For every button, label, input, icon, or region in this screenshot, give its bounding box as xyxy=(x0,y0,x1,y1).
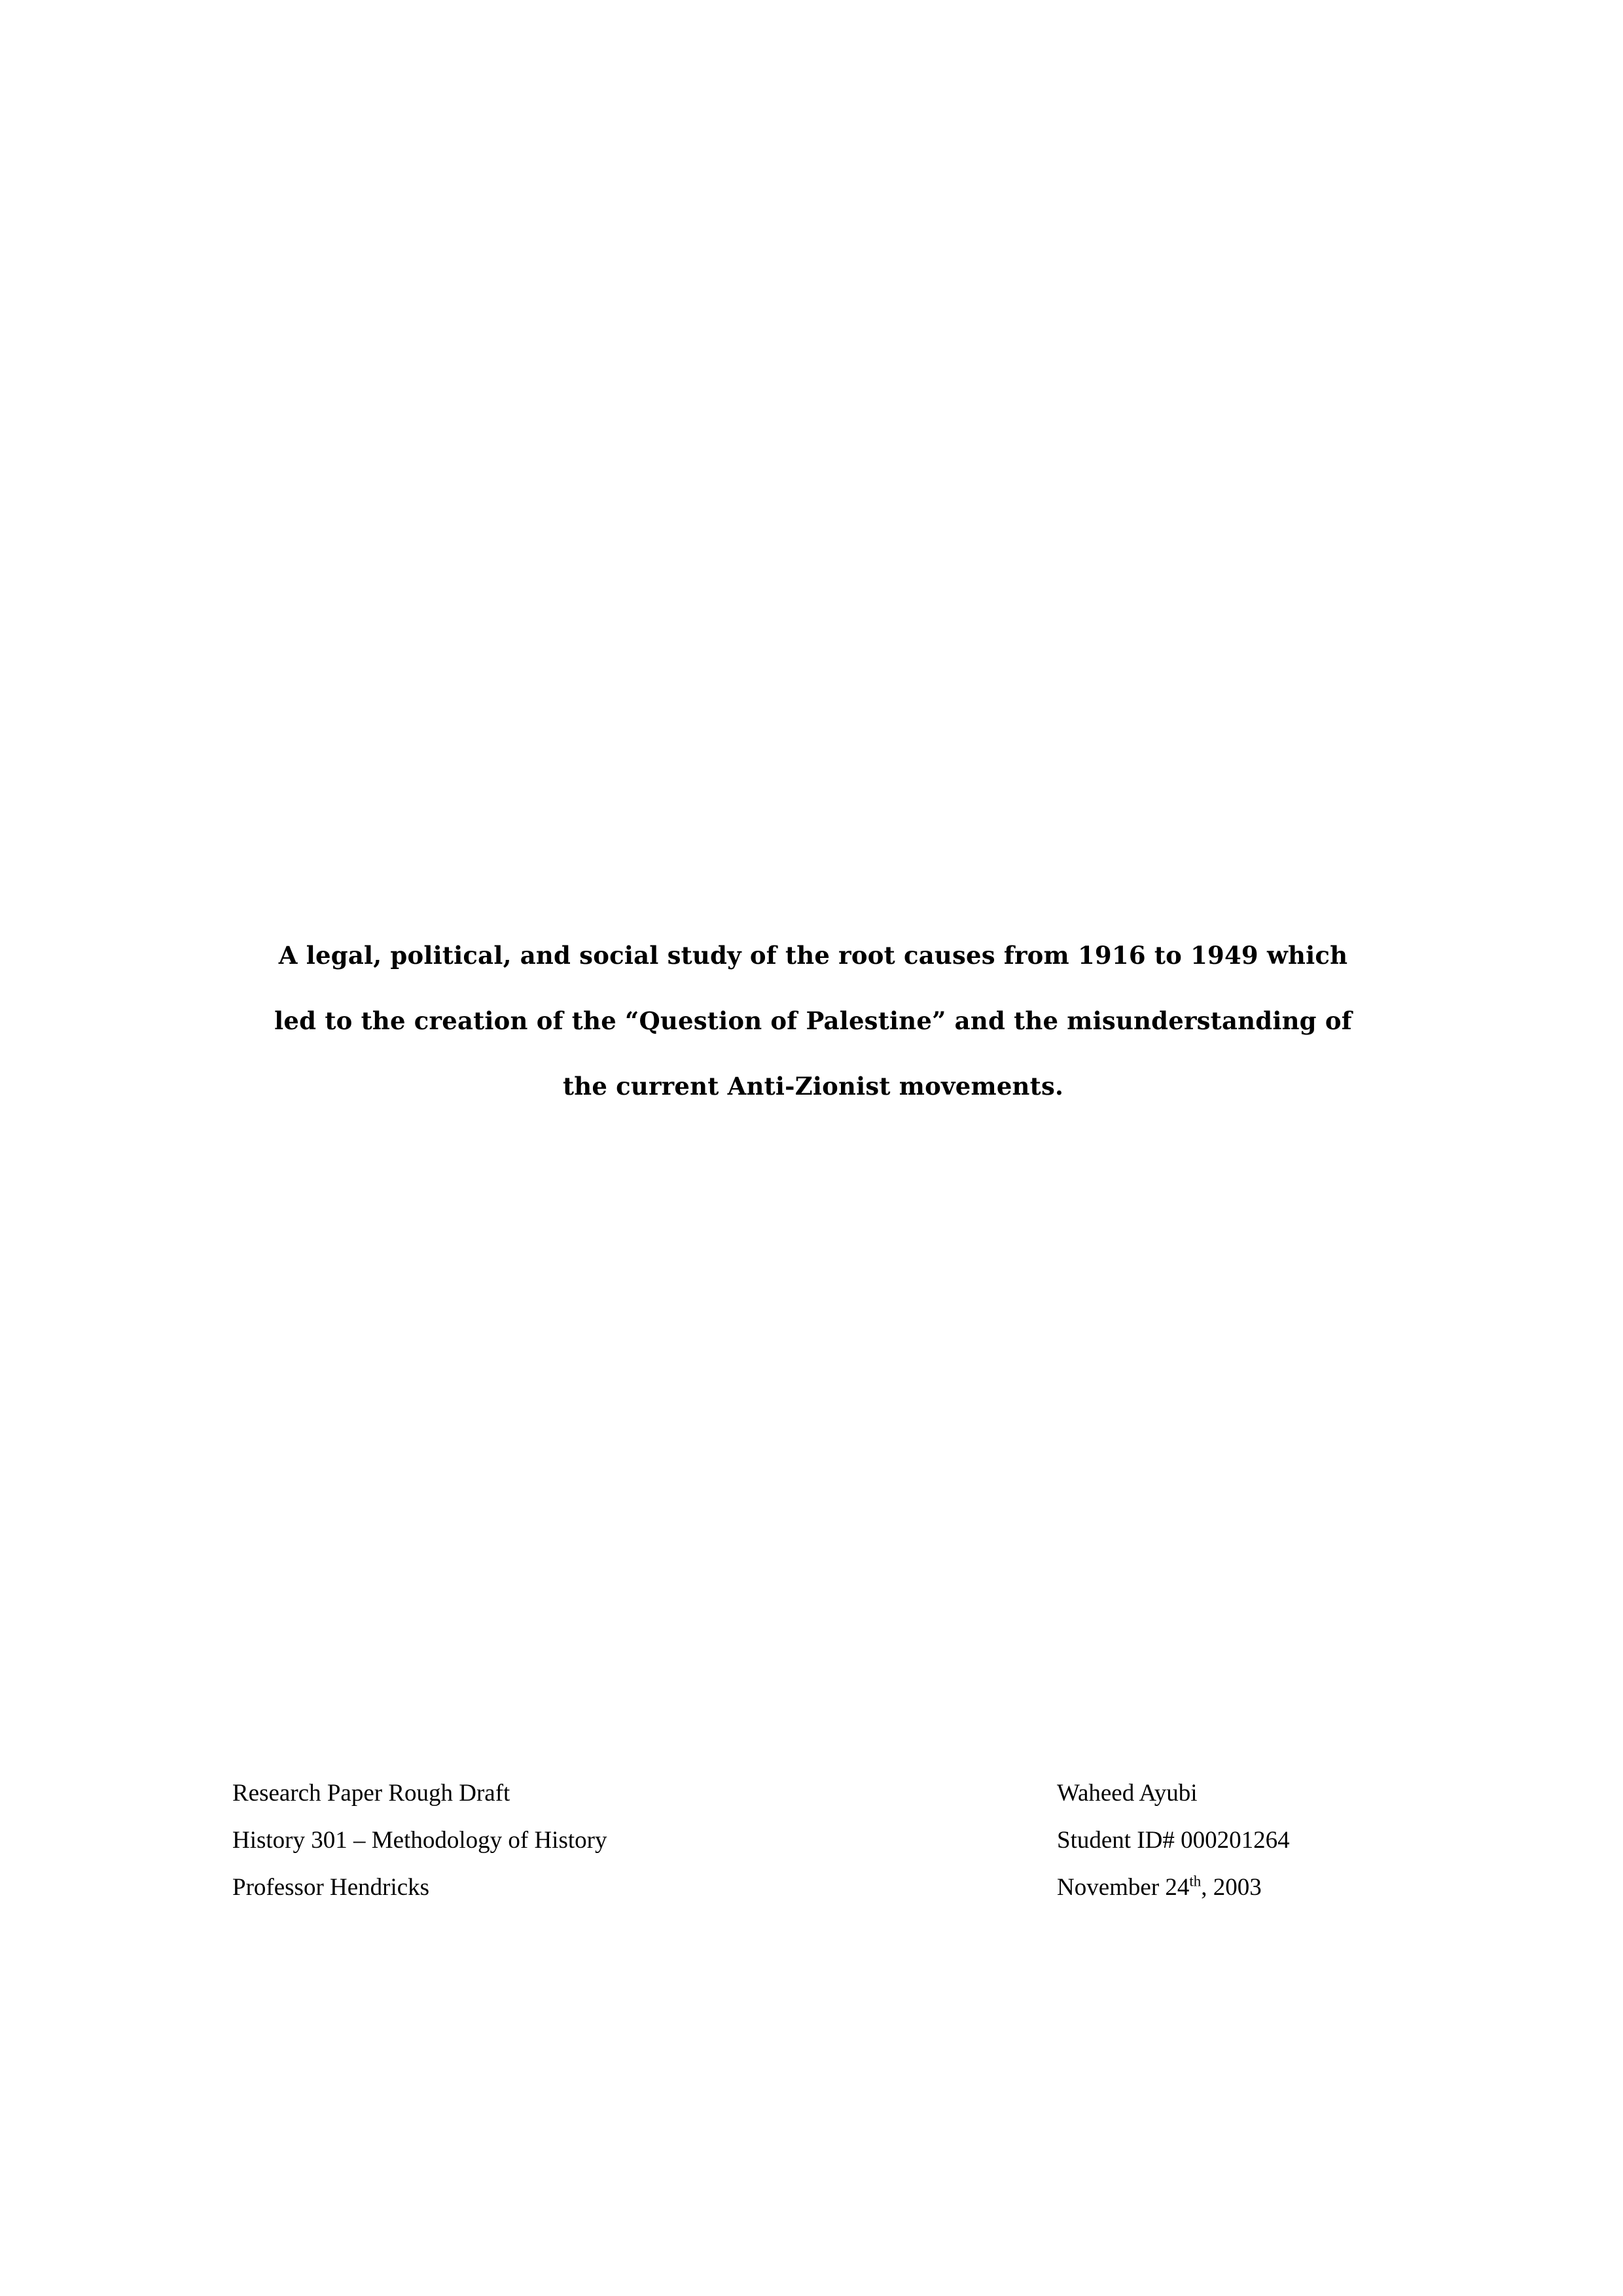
title-line-2: led to the creation of the “Question of Palestine” and the misunderstanding of xyxy=(274,1006,1352,1035)
date-suffix: , 2003 xyxy=(1201,1874,1262,1901)
assignment-type: Research Paper Rough Draft xyxy=(232,1780,510,1807)
date-prefix: November 24 xyxy=(1057,1874,1190,1901)
author-name: Waheed Ayubi xyxy=(1057,1780,1198,1807)
date-ordinal-suffix: th xyxy=(1189,1873,1202,1890)
paper-title xyxy=(232,923,1394,1119)
footer-row xyxy=(232,1770,1397,1817)
submission-date xyxy=(1057,1864,1397,1911)
footer-row xyxy=(232,1864,1397,1911)
professor-name: Professor Hendricks xyxy=(232,1874,430,1901)
title-line-3: the current Anti-Zionist movements. xyxy=(562,1072,1064,1101)
course-info-block xyxy=(232,1770,1397,1911)
title-line-1: A legal, political, and social study of the root causes from 1916 to 1949 which xyxy=(278,941,1348,970)
course-name: History 301 – Methodology of History xyxy=(232,1827,607,1854)
student-id: Student ID# 000201264 xyxy=(1057,1827,1290,1854)
footer-row xyxy=(232,1817,1397,1864)
